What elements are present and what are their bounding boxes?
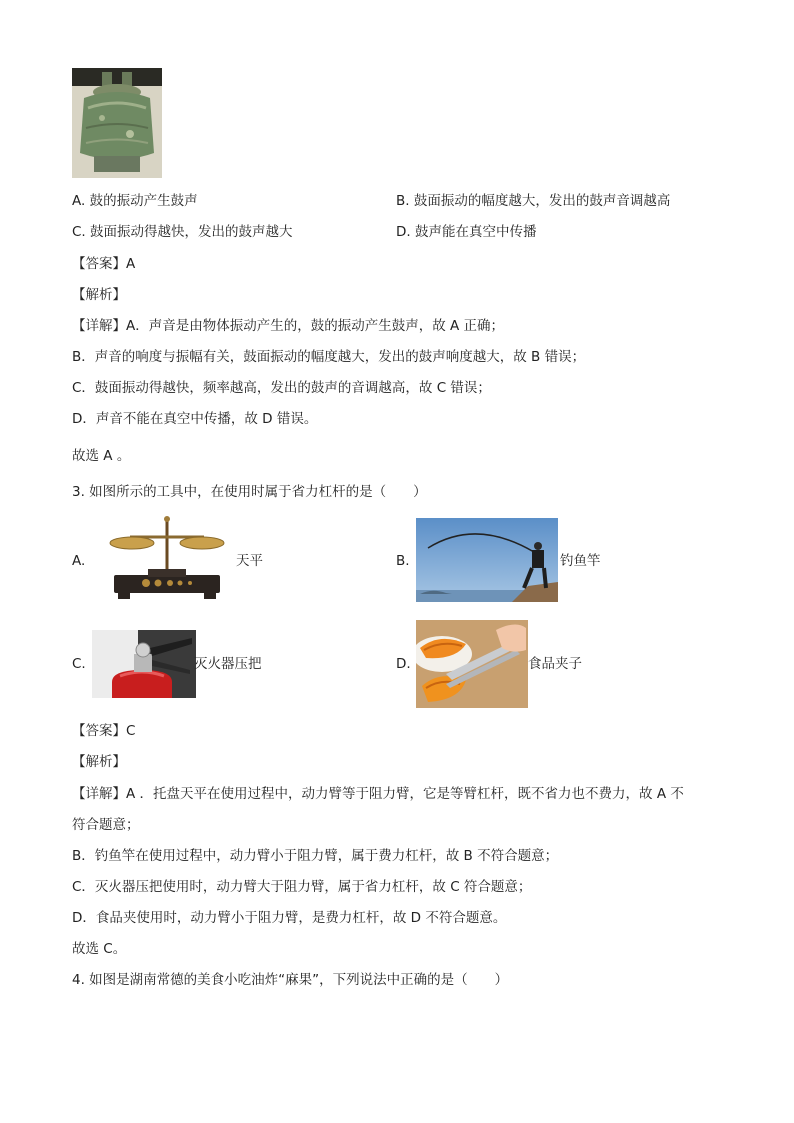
q2-detail-line: 【详解】A．声音是由物体振动产生的，鼓的振动产生鼓声，故 A 正确； — [72, 318, 505, 334]
q3-option-c-text: 灭火器压把 — [194, 656, 262, 672]
q3-stem: 3. 如图所示的工具中，在使用时属于省力杠杆的是（ ） — [72, 484, 427, 500]
q2-option-b: B. 鼓面振动的幅度越大，发出的鼓声音调越高 — [396, 193, 671, 209]
q3-option-b-text: 钓鱼竿 — [560, 553, 601, 569]
q3-option-c-letter: C. — [72, 656, 86, 672]
bronze-drum-image — [72, 68, 162, 178]
balance-scale-image — [104, 515, 230, 601]
q2-answer: 【答案】A — [72, 256, 136, 272]
fire-extinguisher-image — [92, 630, 196, 698]
q2-option-c: C. 鼓面振动得越快，发出的鼓声越大 — [72, 224, 293, 240]
q3-option-a-text: 天平 — [236, 553, 263, 569]
q3-detail-line: 符合题意； — [72, 817, 140, 833]
q3-option-d-text: 食品夹子 — [528, 656, 582, 672]
q2-option-a: A. 鼓的振动产生鼓声 — [72, 193, 198, 209]
q2-detail-line: D．声音不能在真空中传播，故 D 错误。 — [72, 411, 318, 427]
q4-stem: 4. 如图是湖南常德的美食小吃油炸“麻果”，下列说法中正确的是（ ） — [72, 972, 509, 988]
q3-option-d-letter: D. — [396, 656, 411, 672]
q3-option-b-letter: B. — [396, 553, 410, 569]
q2-analysis-title: 【解析】 — [72, 287, 126, 303]
q3-detail-line: D．食品夹使用时，动力臂小于阻力臂，是费力杠杆，故 D 不符合题意。 — [72, 910, 507, 926]
q3-answer: 【答案】C — [72, 723, 136, 739]
q2-detail-line: C．鼓面振动得越快，频率越高，发出的鼓声的音调越高，故 C 错误； — [72, 380, 491, 396]
q2-detail-line: B．声音的响度与振幅有关，鼓面振动的幅度越大，发出的鼓声响度越大，故 B 错误； — [72, 349, 586, 365]
q3-option-a-letter: A. — [72, 553, 86, 569]
q2-option-d: D. 鼓声能在真空中传播 — [396, 224, 537, 240]
food-tongs-image — [416, 620, 528, 708]
fishing-rod-image — [416, 518, 558, 602]
q3-detail-line: B．钓鱼竿在使用过程中，动力臂小于阻力臂，属于费力杠杆，故 B 不符合题意； — [72, 848, 559, 864]
q3-conclusion: 故选 C。 — [72, 941, 127, 957]
q3-detail-line: 【详解】A ．托盘天平在使用过程中，动力臂等于阻力臂，它是等臂杠杆，既不省力也不费力，故 A 不 — [72, 786, 684, 802]
q2-conclusion: 故选 A 。 — [72, 448, 131, 464]
q3-analysis-title: 【解析】 — [72, 754, 126, 770]
q3-detail-line: C．灭火器压把使用时，动力臂大于阻力臂，属于省力杠杆，故 C 符合题意； — [72, 879, 532, 895]
